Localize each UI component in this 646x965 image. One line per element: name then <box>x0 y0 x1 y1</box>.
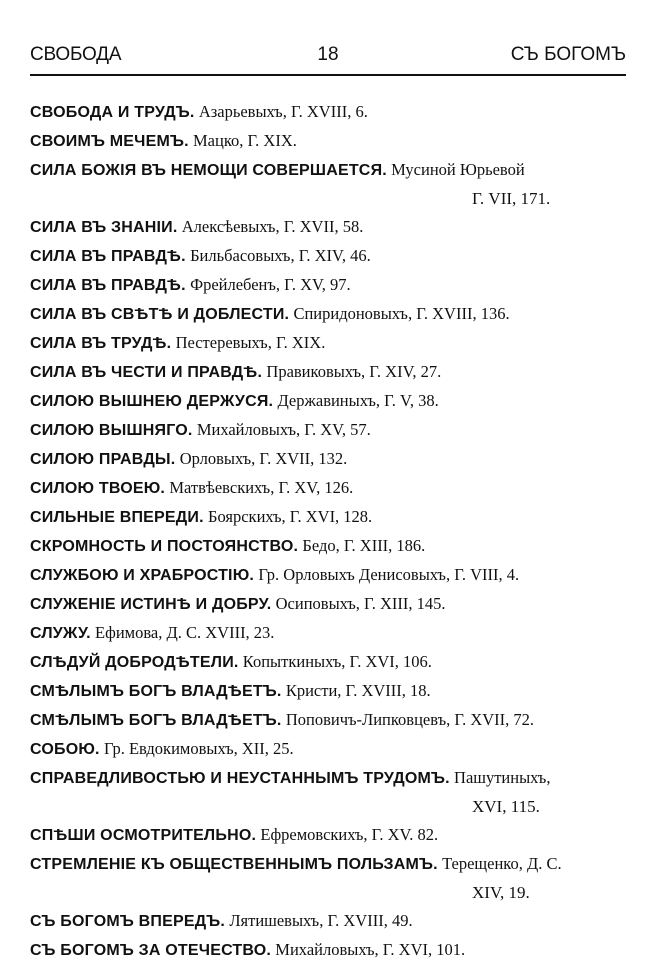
motto-text: СИЛОЮ ПРАВДЫ. <box>30 451 176 468</box>
motto-text: СИЛА ВЪ ПРАВДѢ. <box>30 248 186 265</box>
motto-reference: Ефимова, Д. С. XVIII, 23. <box>95 623 275 642</box>
motto-reference: Кристи, Г. XVIII, 18. <box>285 681 431 700</box>
motto-entry <box>30 850 626 879</box>
motto-reference: Михайловыхъ, Г. XVI, 101. <box>275 940 466 959</box>
motto-reference: Орловыхъ, Г. XVII, 132. <box>179 449 348 468</box>
page-header <box>30 40 626 76</box>
motto-text: СПРАВЕДЛИВОСТЬЮ И НЕУСТАННЫМЪ ТРУДОМЪ. <box>30 770 450 787</box>
motto-entry <box>30 677 626 706</box>
motto-entry <box>30 532 626 561</box>
motto-reference: Алексѣевыхъ, Г. XVII, 58. <box>181 217 364 236</box>
motto-entry <box>30 300 626 329</box>
motto-reference: Терещенко, Д. С. <box>442 854 562 873</box>
motto-reference: Лятишевыхъ, Г. XVIII, 49. <box>229 911 413 930</box>
motto-reference-continuation: Г. VII, 171. <box>472 189 551 208</box>
motto-text: СИЛОЮ ВЫШНЯГО. <box>30 422 193 439</box>
motto-reference: Боярскихъ, Г. XVI, 128. <box>207 507 373 526</box>
motto-entry <box>30 98 626 127</box>
motto-text: СТРЕМЛЕНІЕ КЪ ОБЩЕСТВЕННЫМЪ ПОЛЬЗАМЪ. <box>30 856 438 873</box>
running-head-left: СВОБОДА <box>30 44 122 65</box>
motto-reference: Спиридоновыхъ, Г. XVIII, 136. <box>293 304 510 323</box>
motto-text: СПѢШИ ОСМОТРИТЕЛЬНО. <box>30 827 257 844</box>
motto-entry <box>30 764 626 793</box>
motto-entry <box>30 127 626 156</box>
motto-reference: Поповичъ-Липковцевъ, Г. XVII, 72. <box>285 710 535 729</box>
motto-entry <box>30 503 626 532</box>
motto-text: СМѢЛЫМЪ БОГЪ ВЛАДѢЕТЪ. <box>30 712 282 729</box>
motto-entry <box>30 474 626 503</box>
motto-text: СИЛА БОЖІЯ ВЪ НЕМОЩИ СОВЕРШАЕТСЯ. <box>30 162 387 179</box>
motto-text: СЛѢДУЙ ДОБРОДѢТЕЛИ. <box>30 654 239 671</box>
motto-reference: Мусиной Юрьевой <box>391 160 525 179</box>
motto-entry <box>30 907 626 936</box>
motto-text: СЪ БОГОМЪ ЗА ОТЕЧЕСТВО. <box>30 942 272 959</box>
motto-reference: Гр. Орловыхъ Денисовыхъ, Г. VIII, 4. <box>258 565 520 584</box>
motto-entry <box>30 706 626 735</box>
motto-entry <box>30 735 626 764</box>
motto-entry <box>30 329 626 358</box>
motto-text: СИЛА ВЪ СВѢТѢ И ДОБЛЕСТИ. <box>30 306 290 323</box>
page-number: 18 <box>317 44 339 65</box>
motto-entry <box>30 156 626 185</box>
motto-text: СКРОМНОСТЬ И ПОСТОЯНСТВО. <box>30 538 299 555</box>
motto-entry <box>30 619 626 648</box>
motto-reference: Ефремовскихъ, Г. XV. 82. <box>260 825 439 844</box>
motto-text: СИЛЬНЫЕ ВПЕРЕДИ. <box>30 509 204 526</box>
running-head-right: СЪ БОГОМЪ <box>510 44 626 65</box>
motto-reference: Державиныхъ, Г. V, 38. <box>277 391 439 410</box>
motto-reference: Правиковыхъ, Г. XIV, 27. <box>266 362 442 381</box>
motto-text: СЛУЖБОЮ И ХРАБРОСТІЮ. <box>30 567 255 584</box>
motto-text: СМѢЛЫМЪ БОГЪ ВЛАДѢЕТЪ. <box>30 683 282 700</box>
motto-reference: Пашутиныхъ, <box>454 768 551 787</box>
motto-text: СВОИМЪ МЕЧЕМЪ. <box>30 133 189 150</box>
motto-entry <box>30 358 626 387</box>
motto-entry <box>30 561 626 590</box>
motto-reference-continuation: XIV, 19. <box>472 883 530 902</box>
motto-text: СОБОЮ. <box>30 741 100 758</box>
motto-text: СЪ БОГОМЪ ВПЕРЕДЪ. <box>30 913 226 930</box>
motto-entry <box>30 445 626 474</box>
motto-entry <box>30 416 626 445</box>
motto-reference: Мацко, Г. XIX. <box>193 131 297 150</box>
motto-entry <box>30 590 626 619</box>
motto-entry <box>30 213 626 242</box>
motto-entry <box>30 821 626 850</box>
motto-text: СИЛОЮ ТВОЕЮ. <box>30 480 166 497</box>
motto-reference: Бедо, Г. XIII, 186. <box>302 536 426 555</box>
motto-reference: Гр. Евдокимовыхъ, XII, 25. <box>103 739 294 758</box>
motto-reference: Михайловыхъ, Г. XV, 57. <box>196 420 371 439</box>
motto-text: СИЛОЮ ВЫШНЕЮ ДЕРЖУСЯ. <box>30 393 274 410</box>
motto-entry <box>30 387 626 416</box>
motto-reference: Матвѣевскихъ, Г. XV, 126. <box>169 478 354 497</box>
motto-reference-continuation: XVI, 115. <box>472 797 540 816</box>
motto-reference: Бильбасовыхъ, Г. XIV, 46. <box>190 246 371 265</box>
motto-text: СИЛА ВЪ ТРУДѢ. <box>30 335 172 352</box>
motto-text: СИЛА ВЪ ЗНАНІИ. <box>30 219 178 236</box>
motto-reference: Копыткиныхъ, Г. XVI, 106. <box>242 652 432 671</box>
motto-entry <box>30 936 626 965</box>
motto-reference: Пестеревыхъ, Г. XIX. <box>175 333 326 352</box>
motto-entry <box>30 242 626 271</box>
motto-entry <box>30 648 626 677</box>
motto-text: СИЛА ВЪ ЧЕСТИ И ПРАВДѢ. <box>30 364 263 381</box>
motto-reference: Азарьевыхъ, Г. XVIII, 6. <box>198 102 368 121</box>
motto-text: СВОБОДА И ТРУДЪ. <box>30 104 195 121</box>
motto-entry <box>30 271 626 300</box>
motto-reference: Осиповыхъ, Г. XIII, 145. <box>275 594 446 613</box>
motto-text: СИЛА ВЪ ПРАВДѢ. <box>30 277 186 294</box>
motto-text: СЛУЖЕНІЕ ИСТИНѢ И ДОБРУ. <box>30 596 272 613</box>
motto-reference: Фрейлебенъ, Г. XV, 97. <box>190 275 351 294</box>
motto-list <box>30 98 626 965</box>
motto-text: СЛУЖУ. <box>30 625 91 642</box>
